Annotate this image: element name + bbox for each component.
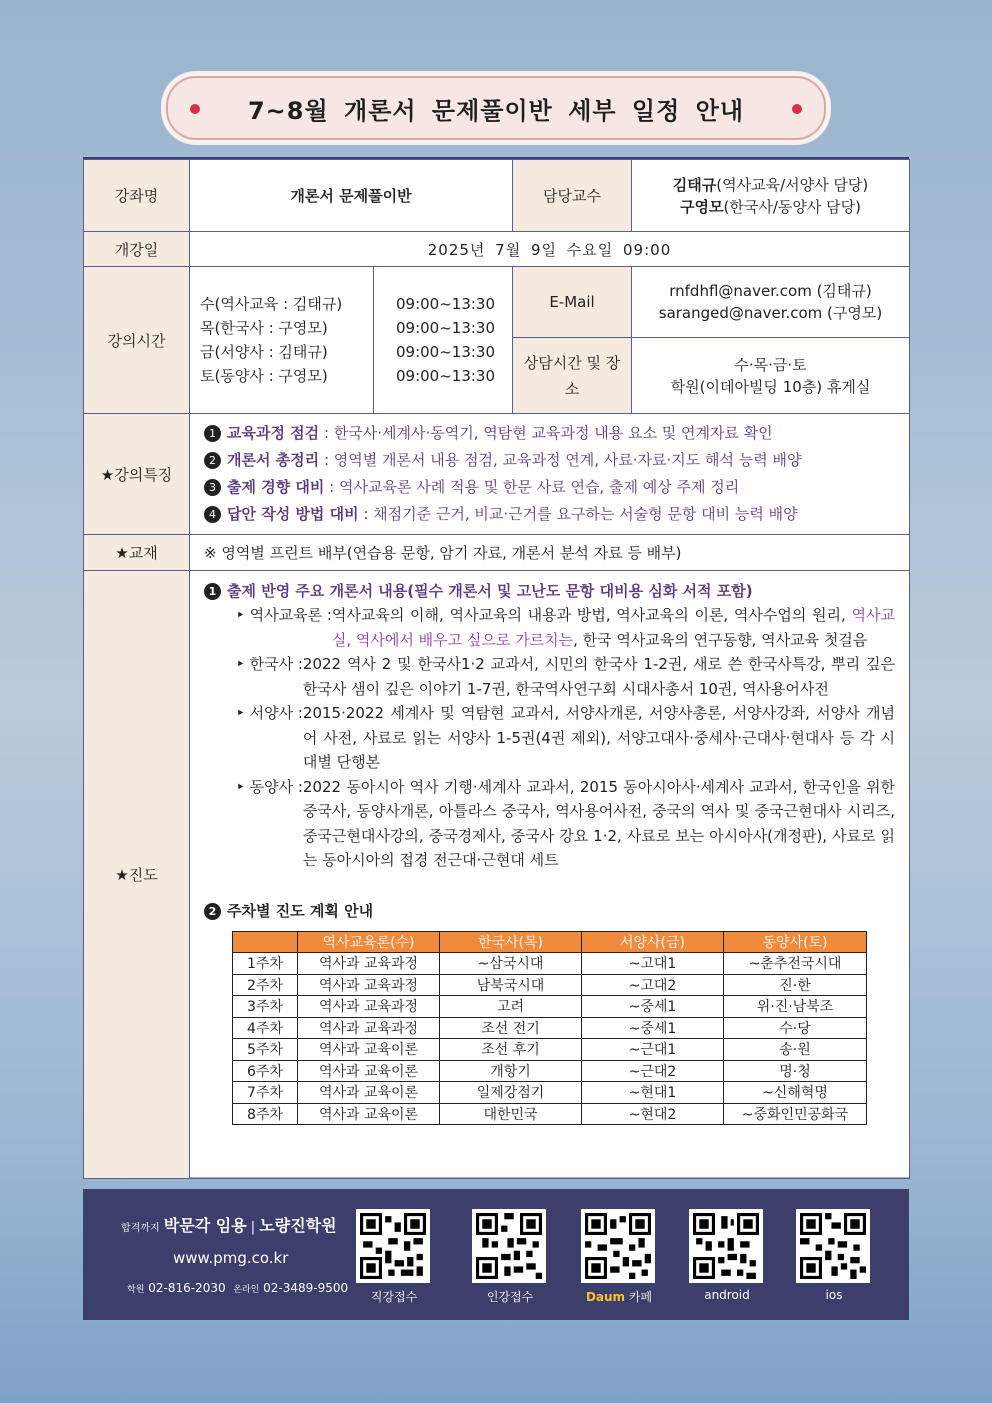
week-cell: 역사과 교육이론 <box>298 1103 440 1125</box>
qr-code-icon[interactable] <box>796 1209 870 1283</box>
schedule-day: 수(역사교육 : 김태규) <box>200 295 343 313</box>
footer <box>83 1189 909 1320</box>
week-cell: 7주차 <box>233 1082 298 1104</box>
week-header: 서양사(금) <box>582 931 724 953</box>
banner-dot-left <box>190 104 200 114</box>
week-cell: ~고대1 <box>582 953 724 975</box>
number-badge: 3 <box>204 479 221 496</box>
book-item <box>236 652 895 701</box>
week-header <box>233 931 298 953</box>
tel-number: 02-3489-9500 <box>263 1281 349 1295</box>
week-cell: 8주차 <box>233 1103 298 1125</box>
table-row <box>233 1017 867 1039</box>
week-cell: 역사과 교육이론 <box>298 1060 440 1082</box>
schedule-time: 09:00~13:30 <box>396 295 496 313</box>
feature-desc: : 한국사·세계사·동역기, 역탐현 교육과정 내용 요소 및 연계자료 확인 <box>319 424 773 442</box>
label-course: 강좌명 <box>84 160 190 232</box>
book-list-highlight: 역사교실, 역사에서 배우고 싶으로 가르치는 <box>331 606 895 649</box>
label-email: E-Mail <box>513 267 632 338</box>
qr-caption: android <box>704 1288 750 1302</box>
week-cell: ~현대1 <box>582 1082 724 1104</box>
professor-name: 김태규 <box>672 175 717 194</box>
brand-academy: 노량진학원 <box>259 1216 337 1235</box>
label-progress: ★진도 <box>84 571 190 1179</box>
table-row <box>233 974 867 996</box>
phone-numbers <box>127 1281 348 1295</box>
week-cell: 역사과 교육과정 <box>298 974 440 996</box>
brand-logo <box>121 1213 337 1236</box>
course-name: 개론서 문제풀이반 <box>190 160 513 232</box>
week-cell: 대한민국 <box>440 1103 582 1125</box>
page-title: 7~8월 개론서 문제풀이반 세부 일정 안내 <box>247 96 745 125</box>
features-list <box>190 414 910 535</box>
book-list: 2015·2022 세계사 및 역탐현 교과서, 서양사개론, 서양사총론, 서양사강좌, 서양사 개념어 사전, 사료로 읽는 서양사 1-5권(4권 제외), 서양고대사·중세사·근대사·현대사 등 각 시대별 단행본 <box>302 704 895 771</box>
qr-code-icon[interactable] <box>689 1209 763 1283</box>
week-cell: 6주차 <box>233 1060 298 1082</box>
week-cell: ~근대2 <box>582 1060 724 1082</box>
week-cell: ~춘추전국시대 <box>724 953 867 975</box>
label-material: ★교재 <box>84 535 190 571</box>
book-item <box>236 701 895 775</box>
feature-desc: : 영역별 개론서 내용 점검, 교육과정 연계, 사료·자료·지도 해석 능력 배양 <box>319 451 802 469</box>
material-text: ※ 영역별 프린트 배부(연습용 문항, 암기 자료, 개론서 분석 자료 등 배부) <box>190 535 910 571</box>
feature-head: 답안 작성 방법 대비 <box>227 505 359 523</box>
label-professor: 담당교수 <box>513 160 632 232</box>
brand-separator: | <box>246 1220 260 1235</box>
daum-logo: Daum <box>585 1290 626 1304</box>
week-cell: 수·당 <box>724 1017 867 1039</box>
feature-head: 교육과정 점검 <box>227 424 320 442</box>
start-date: 2025년 7월 9일 수요일 09:00 <box>190 232 910 267</box>
table-row <box>233 996 867 1018</box>
email-link[interactable]: saranged@naver.com (구영모) <box>658 304 883 322</box>
week-header: 역사교육론(수) <box>298 931 440 953</box>
book-item <box>236 603 895 652</box>
week-cell: ~근대1 <box>582 1039 724 1061</box>
book-category: ‣ 한국사 : <box>236 655 303 673</box>
number-badge: 2 <box>204 903 221 920</box>
book-category: ‣ 동양사 : <box>236 777 303 796</box>
book-category: ‣ 역사교육론 : <box>236 606 332 624</box>
week-cell: 조선 후기 <box>440 1039 582 1061</box>
book-list: , 한국 역사교육의 연구동향, 역사교육 첫걸음 <box>573 630 868 649</box>
schedule-time: 09:00~13:30 <box>396 343 496 361</box>
qr-code-icon[interactable] <box>581 1209 655 1283</box>
number-badge: 2 <box>204 452 221 469</box>
schedule-time: 09:00~13:30 <box>396 319 496 337</box>
professor-name: 구영모 <box>680 197 724 216</box>
tel-label: 학원 <box>127 1285 145 1295</box>
qr-online[interactable] <box>472 1209 548 1305</box>
week-cell: ~중세1 <box>582 996 724 1018</box>
tel-label: 온라인 <box>233 1285 260 1295</box>
info-table <box>83 159 910 1179</box>
table-row <box>233 1082 867 1104</box>
week-cell: 남북국시대 <box>440 974 582 996</box>
qr-android[interactable] <box>689 1209 765 1302</box>
consult-days: 수·목·금·토 <box>734 355 807 374</box>
book-list: 2022 동아시아 역사 기행·세계사 교과서, 2015 동아시아사·세계사 교과서, 한국인을 위한 중국사, 동양사개론, 아틀라스 중국사, 역사용어사전, 중국의 역사 및 중국근현대사 시리즈, 중국근현대사강의, 중국경제사, 중국사 강요 1·2, 사료로 보는 아시아사(개정판), 사료로 읽는 동아시아의 접경 전근대·근현대 세트 <box>302 777 895 869</box>
book-list: 2022 역사 2 및 한국사1·2 교과서, 시민의 한국사 1-2권, 새로 쓴 한국사특강, 뿌리 깊은 한국사 샘이 깊은 이야기 1-7권, 한국역사연구회 시대사총서 10권, 역사용어사전 <box>302 655 895 698</box>
professor-list <box>632 160 910 232</box>
banner-dot-right <box>792 104 802 114</box>
professor-role: (역사교육/서양사 담당) <box>716 175 869 194</box>
number-badge: 1 <box>204 425 221 442</box>
website-link[interactable]: www.pmg.co.kr <box>173 1249 289 1267</box>
label-consult: 상담시간 및 장소 <box>513 338 632 414</box>
qr-caption: 인강접수 <box>486 1290 534 1304</box>
week-cell: 진·한 <box>724 974 867 996</box>
book-category: ‣ 서양사 : <box>236 704 303 722</box>
schedule-day: 목(한국사 : 구영모) <box>200 319 328 337</box>
qr-ios[interactable] <box>796 1209 872 1302</box>
week-cell: ~중화인민공화국 <box>724 1103 867 1125</box>
week-cell: ~신해혁명 <box>724 1082 867 1104</box>
week-cell: 4주차 <box>233 1017 298 1039</box>
book-item <box>236 775 895 873</box>
week-cell: 역사과 교육과정 <box>298 996 440 1018</box>
qr-caption: 카페 <box>628 1290 653 1304</box>
week-cell: 역사과 교육이론 <box>298 1039 440 1061</box>
qr-direct[interactable] <box>356 1209 432 1305</box>
week-cell: 1주차 <box>233 953 298 975</box>
consult-info <box>632 338 910 414</box>
week-header: 한국사(목) <box>440 931 582 953</box>
label-features: ★강의특징 <box>84 414 190 535</box>
section-title: 주차별 진도 계획 안내 <box>227 901 374 920</box>
qr-caption: 직강접수 <box>370 1290 418 1304</box>
table-row <box>233 1060 867 1082</box>
week-cell: ~현대2 <box>582 1103 724 1125</box>
week-cell: 역사과 교육과정 <box>298 1017 440 1039</box>
feature-desc: : 역사교육론 사례 적용 및 한문 사료 연습, 출제 예상 주제 정리 <box>324 478 740 496</box>
tel-number: 02-816-2030 <box>148 1281 226 1295</box>
qr-code-icon[interactable] <box>472 1209 546 1283</box>
schedule-times <box>374 267 513 414</box>
week-cell: 3주차 <box>233 996 298 1018</box>
week-cell: 고려 <box>440 996 582 1018</box>
qr-caption: ios <box>825 1288 843 1302</box>
qr-cafe[interactable] <box>581 1209 657 1305</box>
book-list: 역사교육의 이해, 역사교육의 내용과 방법, 역사교육의 이론, 역사수업의 원리, <box>331 606 852 624</box>
brand-name: 박문각 임용 <box>163 1216 247 1235</box>
table-row <box>233 1039 867 1061</box>
weekly-plan-table <box>232 931 867 1126</box>
number-badge: 4 <box>204 506 221 523</box>
week-cell: 일제강점기 <box>440 1082 582 1104</box>
section-title: 출제 반영 주요 개론서 내용(필수 개론서 및 고난도 문항 대비용 심화 서적 포함) <box>227 582 753 600</box>
week-cell: 5주차 <box>233 1039 298 1061</box>
week-cell: 위·진·남북조 <box>724 996 867 1018</box>
progress-content <box>190 571 910 1179</box>
label-time: 강의시간 <box>84 267 190 414</box>
label-start: 개강일 <box>84 232 190 267</box>
title-banner <box>166 76 826 140</box>
schedule-day: 금(서양사 : 김태규) <box>200 343 328 361</box>
consult-place: 학원(이데아빌딩 10층) 휴게실 <box>670 377 871 396</box>
schedule-day: 토(동양사 : 구영모) <box>200 367 328 385</box>
schedule-time: 09:00~13:30 <box>396 367 496 385</box>
feature-head: 출제 경향 대비 <box>227 478 325 496</box>
qr-code-icon[interactable] <box>356 1209 430 1283</box>
week-header: 동양사(토) <box>724 931 867 953</box>
number-badge: 1 <box>204 583 221 600</box>
email-list <box>632 267 910 338</box>
week-cell: 2주차 <box>233 974 298 996</box>
feature-head: 개론서 총정리 <box>227 451 320 469</box>
feature-desc: : 채점기준 근거, 비교·근거를 요구하는 서술형 문항 대비 능력 배양 <box>358 505 798 523</box>
week-cell: ~고대2 <box>582 974 724 996</box>
week-cell: ~중세1 <box>582 1017 724 1039</box>
week-cell: 조선 전기 <box>440 1017 582 1039</box>
week-cell: 명·청 <box>724 1060 867 1082</box>
table-row <box>233 953 867 975</box>
week-cell: 송·원 <box>724 1039 867 1061</box>
week-cell: 역사과 교육과정 <box>298 953 440 975</box>
week-cell: 개항기 <box>440 1060 582 1082</box>
schedule-days <box>190 267 374 414</box>
professor-role: (한국사/동양사 담당) <box>723 197 861 216</box>
brand-tagline: 합격까지 <box>121 1223 160 1234</box>
schedule-sheet <box>83 157 909 1177</box>
week-cell: 역사과 교육이론 <box>298 1082 440 1104</box>
week-cell: ~삼국시대 <box>440 953 582 975</box>
table-row <box>233 1103 867 1125</box>
email-link[interactable]: rnfdhfl@naver.com (김태규) <box>669 282 872 300</box>
